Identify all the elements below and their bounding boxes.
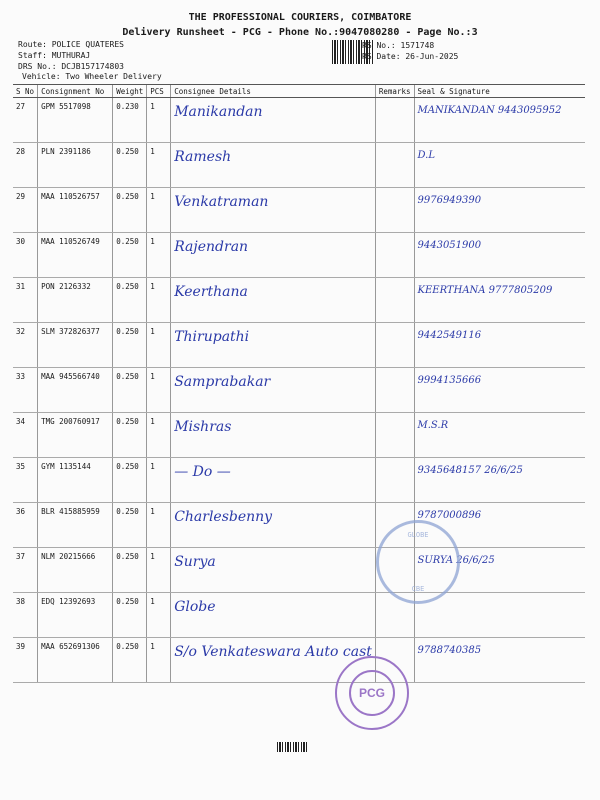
weight-value: 0.250 — [116, 327, 139, 336]
weight-value: 0.250 — [116, 462, 139, 471]
consignment-number: MAA 110526757 — [41, 192, 100, 201]
consignee-handwritten: Mishras — [174, 419, 232, 435]
consignment-number: EDQ 12392693 — [41, 597, 96, 606]
table-row — [13, 593, 585, 638]
pieces-count: 1 — [150, 147, 155, 156]
runsheet-table — [13, 84, 585, 683]
rs-number: RS No.: 1571748 — [362, 41, 435, 50]
weight-value: 0.250 — [116, 372, 139, 381]
pieces-count: 1 — [150, 102, 155, 111]
remarks-cell — [375, 233, 414, 278]
table-row — [13, 233, 585, 278]
consignee-handwritten: S/o Venkateswara Auto cast — [174, 644, 372, 660]
staff-text: Staff: MUTHURAJ — [18, 51, 91, 60]
weight-value: 0.250 — [116, 642, 139, 651]
runsheet-subtitle: Delivery Runsheet - PCG - Phone No.:9047080280 - Page No.:3 — [122, 27, 478, 38]
table-row — [13, 503, 585, 548]
signature-handwritten: KEERTHANA 9777805209 — [417, 285, 553, 296]
pieces-count: 1 — [150, 417, 155, 426]
remarks-cell — [375, 278, 414, 323]
pieces-count: 1 — [150, 192, 155, 201]
remarks-cell — [375, 143, 414, 188]
remarks-cell — [375, 458, 414, 503]
table-row — [13, 323, 585, 368]
consignment-number: NLM 20215666 — [41, 552, 96, 561]
serial-number: 37 — [16, 552, 26, 561]
serial-number: 35 — [16, 462, 26, 471]
consignee-handwritten: Charlesbenny — [174, 509, 273, 525]
consignment-number: BLR 415885959 — [41, 507, 100, 516]
table-row — [13, 368, 585, 413]
remarks-cell — [375, 413, 414, 458]
serial-number: 28 — [16, 147, 26, 156]
consignment-number: MAA 945566740 — [41, 372, 100, 381]
weight-value: 0.250 — [116, 237, 139, 246]
table-row — [13, 143, 585, 188]
remarks-cell — [375, 368, 414, 413]
pieces-count: 1 — [150, 237, 155, 246]
drs-number: DRS No.: DCJB157174803 — [18, 62, 124, 71]
signature-handwritten: 9442549116 — [417, 330, 482, 341]
column-header: Seal & Signature — [414, 85, 585, 98]
serial-number: 39 — [16, 642, 26, 651]
consignment-number: PLN 2391186 — [41, 147, 91, 156]
consignee-handwritten: Ramesh — [174, 149, 232, 165]
weight-value: 0.250 — [116, 552, 139, 561]
serial-number: 29 — [16, 192, 26, 201]
weight-value: 0.250 — [116, 597, 139, 606]
signature-handwritten: 9788740385 — [417, 645, 482, 656]
serial-number: 30 — [16, 237, 26, 246]
consignee-handwritten: Manikandan — [174, 104, 263, 120]
consignee-handwritten: Venkatraman — [174, 194, 269, 210]
pieces-count: 1 — [150, 282, 155, 291]
vehicle-text: Vehicle: Two Wheeler Delivery — [22, 72, 162, 81]
consignment-number: GYM 1135144 — [41, 462, 91, 471]
footer-barcode — [277, 742, 307, 752]
signature-handwritten: 9443051900 — [417, 240, 482, 251]
signature-handwritten: 9994135666 — [417, 375, 482, 386]
pieces-count: 1 — [150, 507, 155, 516]
consignee-handwritten: Samprabakar — [174, 374, 271, 390]
consignee-handwritten: Keerthana — [174, 284, 248, 300]
table-row — [13, 458, 585, 503]
serial-number: 27 — [16, 102, 26, 111]
signature-handwritten: 9976949390 — [417, 195, 482, 206]
pieces-count: 1 — [150, 642, 155, 651]
pieces-count: 1 — [150, 372, 155, 381]
table-row — [13, 413, 585, 458]
consignee-handwritten: — Do — — [174, 464, 231, 480]
consignee-handwritten: Surya — [174, 554, 216, 570]
column-header: Remarks — [375, 85, 414, 98]
column-header: Consignee Details — [171, 85, 376, 98]
table-row — [13, 188, 585, 233]
route-text: Route: POLICE QUATERES — [18, 40, 124, 49]
signature-handwritten: MANIKANDAN 9443095952 — [417, 105, 562, 116]
consignment-number: PON 2126332 — [41, 282, 91, 291]
remarks-cell — [375, 98, 414, 143]
serial-number: 31 — [16, 282, 26, 291]
signature-handwritten: M.S.R — [417, 420, 449, 431]
weight-value: 0.250 — [116, 507, 139, 516]
consignment-number: MAA 652691306 — [41, 642, 100, 651]
consignee-handwritten: Thirupathi — [174, 329, 250, 345]
company-title: THE PROFESSIONAL COURIERS, COIMBATORE — [188, 12, 412, 23]
column-header: Weight — [113, 85, 147, 98]
weight-value: 0.250 — [116, 147, 139, 156]
globe-seal-stamp: GLOBE CBE — [376, 520, 460, 604]
remarks-cell — [375, 188, 414, 233]
signature-handwritten: SURYA 26/6/25 — [417, 555, 495, 566]
weight-value: 0.250 — [116, 282, 139, 291]
column-header: S No — [13, 85, 38, 98]
table-row — [13, 638, 585, 683]
table-row — [13, 98, 585, 143]
rs-date: RS Date: 26-Jun-2025 — [362, 52, 459, 61]
remarks-cell — [375, 323, 414, 368]
consignment-number: SLM 372826377 — [41, 327, 100, 336]
pieces-count: 1 — [150, 597, 155, 606]
table-row — [13, 548, 585, 593]
pieces-count: 1 — [150, 327, 155, 336]
signature-handwritten: D.L — [417, 150, 435, 161]
signature-handwritten: 9787000896 — [417, 510, 482, 521]
pieces-count: 1 — [150, 462, 155, 471]
column-header: PCS — [147, 85, 171, 98]
serial-number: 33 — [16, 372, 26, 381]
serial-number: 32 — [16, 327, 26, 336]
weight-value: 0.230 — [116, 102, 139, 111]
weight-value: 0.250 — [116, 417, 139, 426]
table-row — [13, 278, 585, 323]
pcg-stamp: PCG — [335, 656, 409, 730]
serial-number: 34 — [16, 417, 26, 426]
consignment-number: GPM 5517098 — [41, 102, 91, 111]
pieces-count: 1 — [150, 552, 155, 561]
consignee-handwritten: Rajendran — [174, 239, 249, 255]
column-header: Consignment No — [38, 85, 113, 98]
table-header-row — [13, 85, 585, 98]
weight-value: 0.250 — [116, 192, 139, 201]
consignment-number: MAA 110526749 — [41, 237, 100, 246]
consignment-number: TMG 200760917 — [41, 417, 100, 426]
serial-number: 36 — [16, 507, 26, 516]
signature-handwritten: 9345648157 26/6/25 — [417, 465, 523, 476]
consignee-handwritten: Globe — [174, 599, 216, 615]
serial-number: 38 — [16, 597, 26, 606]
